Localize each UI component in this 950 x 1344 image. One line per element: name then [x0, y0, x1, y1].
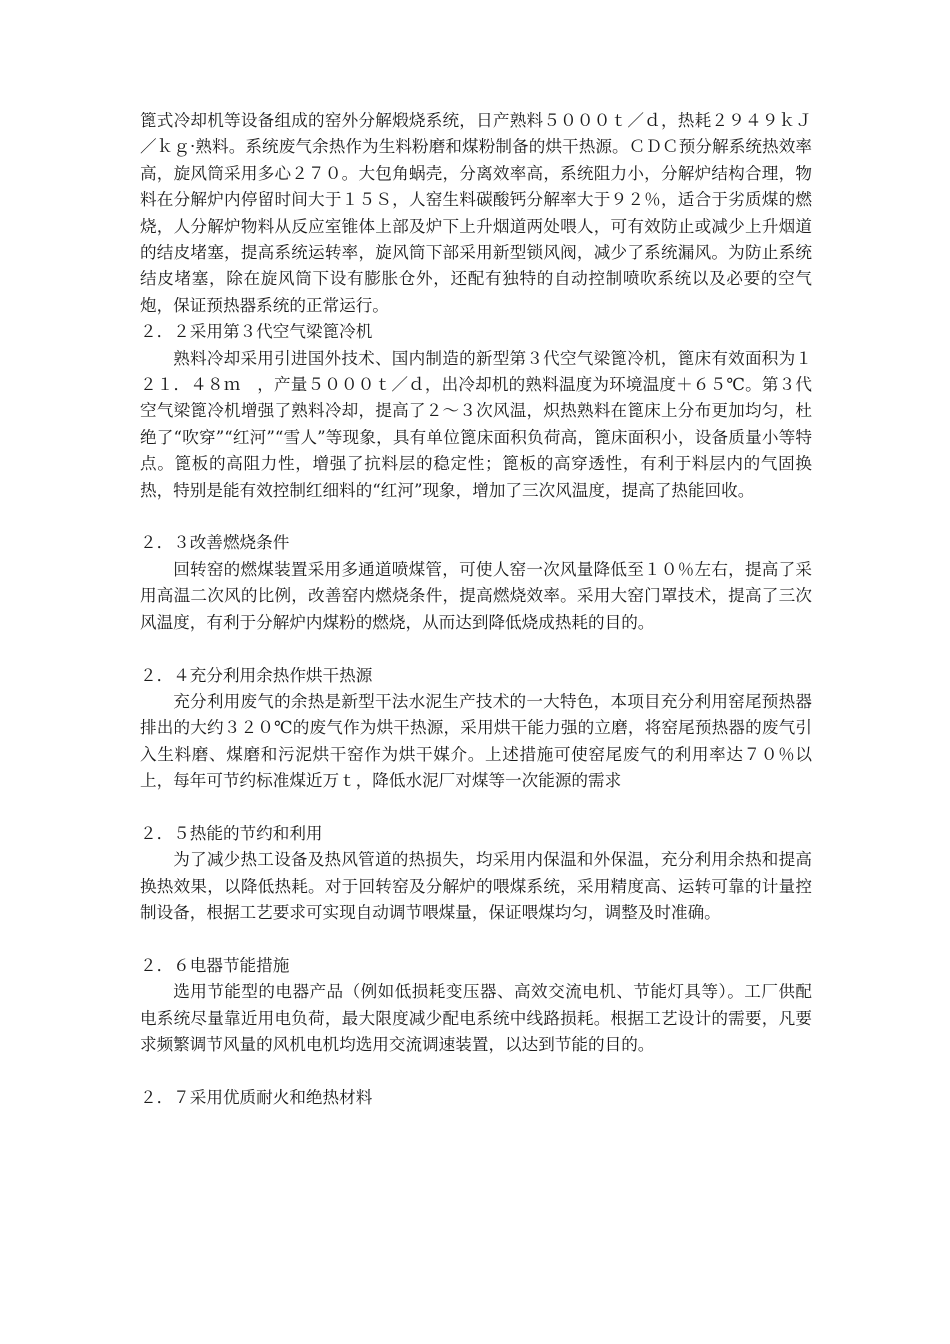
- document-page: [140, 108, 812, 1111]
- section-heading-2-3: ２．３改善燃烧条件: [140, 533, 290, 553]
- section-heading-2-2: ２．２采用第３代空气梁篦冷机: [140, 322, 373, 342]
- section-heading-2-4: ２．４充分利用余热作烘干热源: [140, 665, 373, 685]
- blank-line: [140, 504, 812, 530]
- section-heading-2-7: ２．７采用优质耐火和绝热材料: [140, 1087, 373, 1107]
- paragraph-combustion: 回转窑的燃煤装置采用多通道喷煤管，可使人窑一次风量降低至１０％左右，提高了采用高温二次风的比例，改善窑内燃烧条件，提高燃烧效率。采用大窑门罩技术，提高了三次风温度，有利于分解炉内煤粉的燃烧，从而达到降低烧成热耗的目的。: [140, 559, 812, 632]
- blank-line: [140, 795, 812, 821]
- paragraph-heat-saving: 为了减少热工设备及热风管道的热损失，均采用内保温和外保温，充分利用余热和提高换热效果，以降低热耗。对于回转窑及分解炉的喂煤系统，采用精度高、运转可靠的计量控制设备，根据工艺要求可实现自动调节喂煤量，保证喂煤均匀，调整及时准确。: [140, 850, 812, 923]
- blank-line: [140, 1059, 812, 1085]
- blank-line: [140, 927, 812, 953]
- blank-line: [140, 636, 812, 662]
- section-heading-2-6: ２．６电器节能措施: [140, 955, 290, 975]
- paragraph-electrical: 选用节能型的电器产品（例如低损耗变压器、高效交流电机、节能灯具等）。工厂供配电系统尽量靠近用电负荷，最大限度减少配电系统中线路损耗。根据工艺设计的需要，凡要求频繁调节风量的风机电机均选用交流调速装置，以达到节能的目的。: [140, 982, 812, 1055]
- paragraph-waste-heat: 充分利用废气的余热是新型干法水泥生产技术的一大特色，本项目充分利用窑尾预热器排出的大约３２０℃的废气作为烘干热源，采用烘干能力强的立磨，将窑尾预热器的废气引入生料磨、煤磨和污泥烘干窑作为烘干媒介。上述措施可使窑尾废气的利用率达７０％以上，每年可节约标准煤近万ｔ，降低水泥厂对煤等一次能源的需求: [140, 691, 812, 791]
- paragraph-kiln-system: 篦式冷却机等设备组成的窑外分解煅烧系统，日产熟料５０００ｔ／ｄ，热耗２９４９ｋＪ／ｋｇ·熟料。系统废气余热作为生料粉磨和煤粉制备的烘干热源。ＣＤＣ预分解系统热效率高，旋风筒采用多心２７０。大包角蜗壳，分离效率高，系统阻力小，分解炉结构合理，物料在分解炉内停留时间大于１５Ｓ，人窑生料碳酸钙分解率大于９２％，适合于劣质煤的燃烧，人分解炉物料从反应室锥体上部及炉下上升烟道两处喂人，可有效防止或减少上升烟道的结皮堵塞，提高系统运转率，旋风筒下部采用新型锁风阀，减少了系统漏风。为防止系统结皮堵塞，除在旋风筒下设有膨胀仓外，还配有独特的自动控制喷吹系统以及必要的空气炮，保证预热器系统的正常运行。: [140, 111, 812, 315]
- paragraph-cooler: 熟料冷却采用引进国外技术、国内制造的新型第３代空气梁篦冷机，篦床有效面积为１２１．４８ｍ ，产量５０００ｔ／ｄ，出冷却机的熟料温度为环境温度＋６５℃。第３代空气梁篦冷机增强了熟料冷却，提高了２～３次风温，炽热熟料在篦床上分布更加均匀，杜绝了“吹穿”“红河”“雪人”等现象，具有单位篦床面积负荷高，篦床面积小，设备质量小等特点。篦板的高阻力性，增强了抗料层的稳定性；篦板的高穿透性，有利于料层内的气固换热，特别是能有效控制红细料的“红河”现象，增加了三次风温度，提高了热能回收。: [140, 348, 812, 500]
- section-heading-2-5: ２．５热能的节约和利用: [140, 823, 323, 843]
